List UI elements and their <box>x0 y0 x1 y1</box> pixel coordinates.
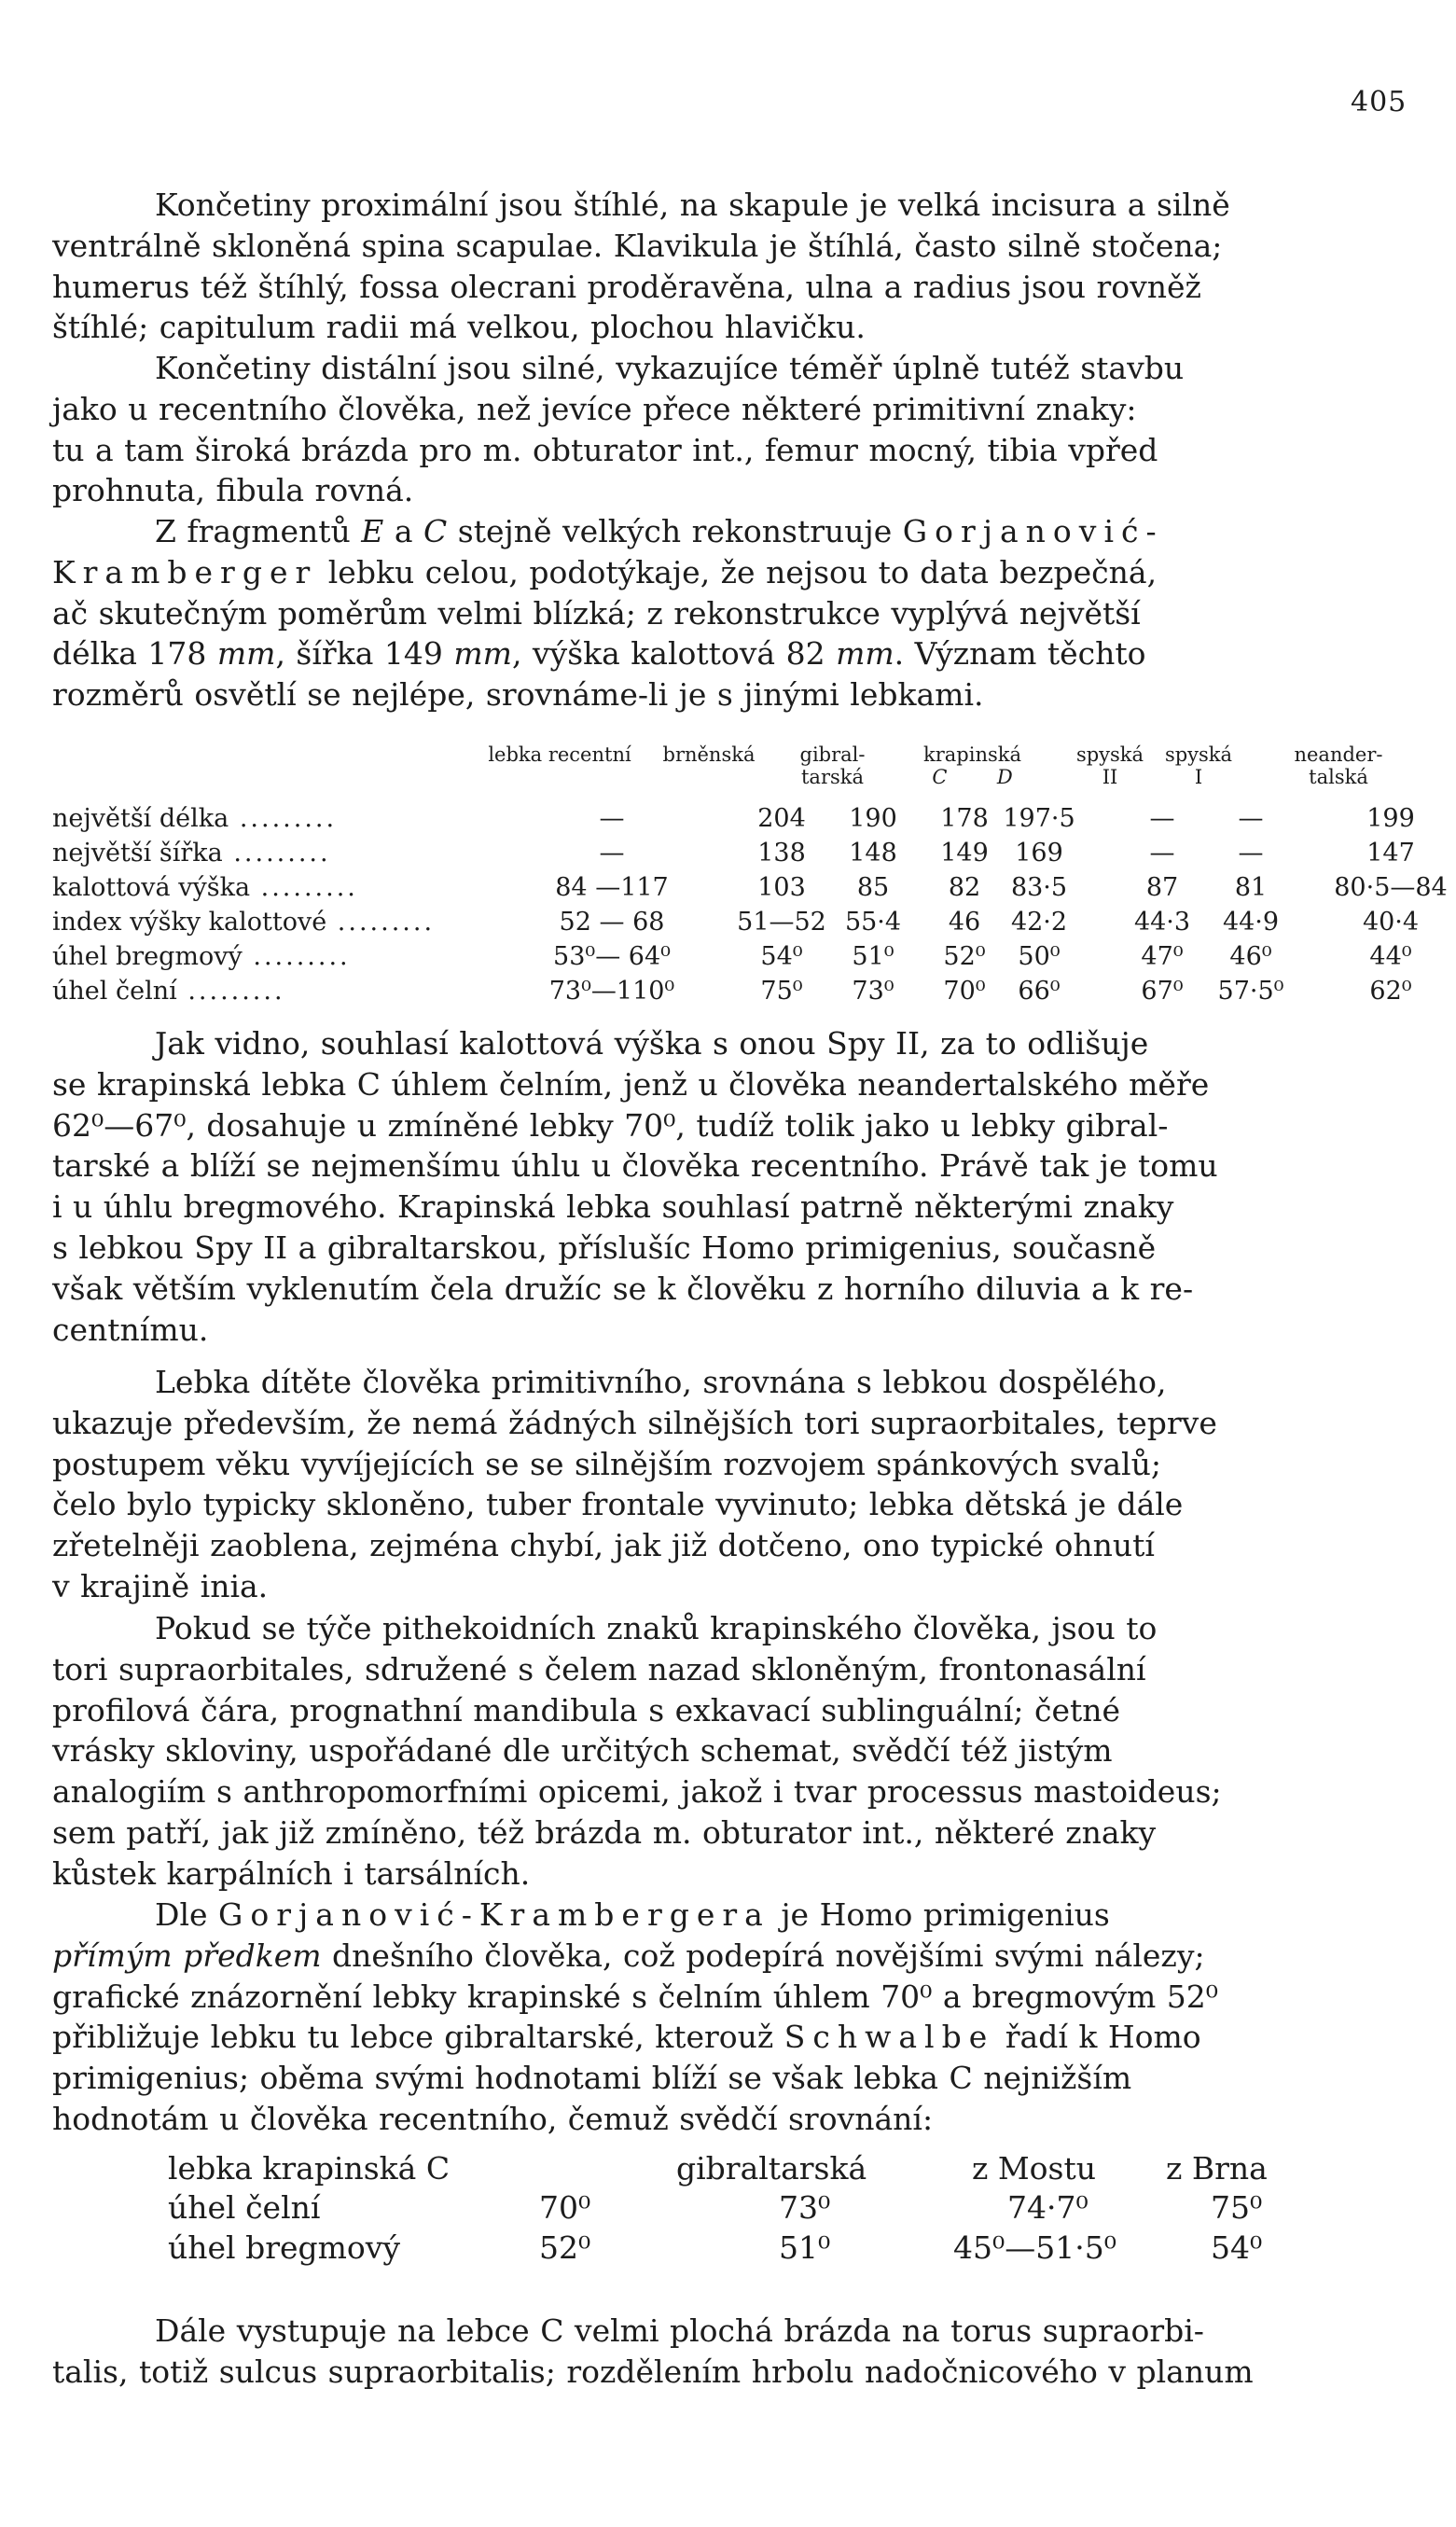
comparison-cell: 73⁰ <box>779 2189 831 2226</box>
table-cell: 53⁰— 64⁰ <box>553 942 671 971</box>
paragraph-pithecoid-traits <box>52 1608 1414 1895</box>
table-cell: 62⁰ <box>1369 977 1412 1006</box>
table-cell: 55·4 <box>844 908 902 937</box>
comparison-header: z Brna <box>1166 2150 1268 2187</box>
text-line: talis, totiž sulcus supraorbitalis; rozdělením hrbolu nadočnicového v planum <box>52 2353 1254 2390</box>
text-line: vrásky skloviny, uspořádané dle určitých schemat, svědčí též jistým <box>52 1732 1113 1770</box>
table-row-label: největší délka ......... <box>52 804 338 833</box>
text-line: přímým předkem dnešního člověka, což podepírá novějšími svými nálezy; <box>52 1937 1205 1974</box>
text-line: 62⁰—67⁰, dosahuje u zmíněné lebky 70⁰, tudíž tolik jako u lebky gibral- <box>52 1106 1169 1144</box>
text-line: Končetiny proximální jsou štíhlé, na skapule je velká incisura a silně <box>155 187 1230 223</box>
paragraph-sulcus <box>52 2311 1414 2393</box>
table-cell: — <box>599 804 625 833</box>
table-row-label: největší šířka ......... <box>52 839 331 868</box>
text-line: Dále vystupuje na lebce C velmi plochá brázda na torus supraorbi- <box>155 2312 1204 2349</box>
table-row <box>52 873 1448 907</box>
table-cell: 42·2 <box>1010 908 1068 937</box>
text-line: analogiím s anthropomorfními opicemi, jakož i tvar processus mastoideus; <box>52 1773 1222 1811</box>
table-row-label: úhel bregmový ......... <box>52 942 351 971</box>
page-number: 405 <box>1351 86 1407 118</box>
table-cell: — <box>599 839 625 868</box>
dot-leader: ......... <box>250 873 358 902</box>
comparison-cell: 45⁰—51·5⁰ <box>953 2229 1116 2266</box>
text-line: postupem věku vyvíjejících se se silnějším rozvojem spánkových svalů; <box>52 1445 1161 1482</box>
table-cell: 73⁰ <box>852 977 894 1006</box>
table-cell: 46 <box>948 908 981 937</box>
table-cell: 197·5 <box>1003 804 1075 833</box>
table-cell: 44·3 <box>1133 908 1191 937</box>
text-line: čelo bylo typicky skloněno, tuber frontale vyvinuto; lebka dětská je dále <box>52 1486 1184 1523</box>
table-cell: 44·9 <box>1222 908 1280 937</box>
comparison-header: lebka krapinská C <box>168 2150 451 2187</box>
paragraph-homo-primigenius <box>52 1895 1414 2140</box>
text-line: tarské a blíží se nejmenšímu úhlu u člověka recentního. Právě tak je tomu <box>52 1147 1218 1185</box>
comparison-cell: 52⁰ <box>539 2229 591 2266</box>
table-cell: 50⁰ <box>1018 942 1061 971</box>
text-line: profilová čára, prognathní mandibula s exkavací sublinguální; četné <box>52 1691 1121 1729</box>
table-cell: 149 <box>940 839 989 868</box>
text-line: ventrálně skloněná spina scapulae. Klavikula je štíhlá, často silně stočena; <box>52 227 1223 264</box>
text-line: délka 178 mm, šířka 149 mm, výška kalottová 82 mm. Význam těchto <box>52 635 1146 673</box>
table-header: lebka recentní <box>488 743 631 766</box>
paragraph-reconstruction <box>52 511 1414 715</box>
text-line: jako u recentního člověka, než jevíce přece některé primitivní znaky: <box>52 390 1137 427</box>
table-cell: 75⁰ <box>760 977 803 1006</box>
table-cell: — <box>1149 839 1175 868</box>
dot-leader: ......... <box>326 908 436 937</box>
table-cell: 83·5 <box>1010 873 1068 902</box>
table-cell: 199 <box>1366 804 1415 833</box>
table-cell: 51⁰ <box>852 942 894 971</box>
paragraph-child-skull <box>52 1362 1414 1607</box>
table-row-label: kalottová výška ......... <box>52 873 358 902</box>
text-line: ukazuje především, že nemá žádných silnějších tori supraorbitales, teprve <box>52 1404 1217 1441</box>
table-cell: 47⁰ <box>1141 942 1184 971</box>
comparison-cell: 51⁰ <box>779 2229 831 2266</box>
table-header: gibral- tarská <box>799 743 866 788</box>
table-row <box>52 839 1414 872</box>
text-line: Lebka dítěte člověka primitivního, srovnána s lebkou dospělého, <box>155 1364 1167 1400</box>
table-cell: 85 <box>856 873 890 902</box>
text-line: humerus též štíhlý, fossa olecrani proděravěna, ulna a radius jsou rovněž <box>52 268 1201 305</box>
text-line: přibližuje lebku tu lebce gibraltarské, kterouž Schwalbe řadí k Homo <box>52 2019 1201 2056</box>
paragraph-comparison <box>52 1023 1414 1350</box>
text-line: sem patří, jak již zmíněno, též brázda m. obturator int., některé znaky <box>52 1813 1157 1851</box>
table-row <box>52 942 1414 976</box>
text-line: Končetiny distální jsou silné, vykazujíce téměř úplně tutéž stavbu <box>155 350 1185 386</box>
author-name: Gorjanović-Krambergera <box>218 1896 770 1933</box>
table-cell: 40·4 <box>1362 908 1420 937</box>
table-cell: 44⁰ <box>1369 942 1412 971</box>
table-cell: 66⁰ <box>1018 977 1061 1006</box>
table-cell: 138 <box>757 839 806 868</box>
table-cell: 54⁰ <box>760 942 803 971</box>
comparison-header: gibraltarská <box>676 2150 867 2187</box>
table-row <box>52 804 1414 838</box>
table-cell: 148 <box>849 839 897 868</box>
text-line: Kramberger lebku celou, podotýkaje, že nejsou to data bezpečná, <box>52 553 1158 590</box>
text-line: Dle Gorjanović-Krambergera je Homo primigenius <box>155 1896 1110 1933</box>
text-line: s lebkou Spy II a gibraltarskou, příslušíc Homo primigenius, současně <box>52 1229 1157 1266</box>
text-line: štíhlé; capitulum radii má velkou, plochou hlavičku. <box>52 309 866 346</box>
author-name: Gorjanović- <box>902 513 1164 549</box>
table-header: krapinská C D <box>923 743 1021 788</box>
table-cell: — <box>1238 839 1264 868</box>
table-cell: 80·5—84 <box>1334 873 1448 902</box>
text-line: tori supraorbitales, sdružené s čelem nazad skloněným, frontonasální <box>52 1650 1146 1687</box>
comparison-cell: 70⁰ <box>539 2189 591 2226</box>
comparison-row-label: úhel čelní <box>168 2189 321 2226</box>
text-line: však větším vyklenutím čela družíc se k člověku z horního diluvia a k re- <box>52 1270 1194 1307</box>
table-cell: 57·5⁰ <box>1217 977 1284 1006</box>
comparison-cell: 54⁰ <box>1211 2229 1263 2266</box>
table-cell: 81 <box>1234 873 1268 902</box>
comparison-cell: 75⁰ <box>1211 2189 1263 2226</box>
table-cell: 169 <box>1015 839 1063 868</box>
table-cell: 67⁰ <box>1141 977 1184 1006</box>
text-line: kůstek karpálních i tarsálních. <box>52 1854 531 1892</box>
text-line: v krajině inia. <box>52 1567 269 1604</box>
comparison-row-label: úhel bregmový <box>168 2229 401 2266</box>
text-line: rozměrů osvětlí se nejlépe, srovnáme-li je s jinými lebkami. <box>52 676 984 714</box>
comparison-header: z Mostu <box>972 2150 1096 2187</box>
table-cell: 70⁰ <box>943 977 986 1006</box>
table-row-label: index výšky kalottové ......... <box>52 908 436 937</box>
dot-leader: ......... <box>176 977 285 1006</box>
text-line: Jak vidno, souhlasí kalottová výška s onou Spy II, za to odlišuje <box>155 1025 1149 1062</box>
text-line: se krapinská lebka C úhlem čelním, jenž u člověka neandertalského měře <box>52 1065 1210 1103</box>
text-line: Pokud se týče pithekoidních znaků krapinského člověka, jsou to <box>155 1610 1158 1646</box>
table-header: neander- talská <box>1294 743 1383 788</box>
table-cell: 52⁰ <box>943 942 986 971</box>
table-row <box>52 908 1420 941</box>
text-line: zřetelněji zaoblena, zejména chybí, jak již dotčeno, ono typické ohnutí <box>52 1527 1155 1564</box>
table-cell: 103 <box>757 873 806 902</box>
table-cell: 82 <box>948 873 981 902</box>
table-cell: 46⁰ <box>1229 942 1272 971</box>
table-cell: — <box>1238 804 1264 833</box>
table-cell: 87 <box>1145 873 1179 902</box>
text-line: i u úhlu bregmového. Krapinská lebka souhlasí patrně některými znaky <box>52 1188 1174 1226</box>
table-cell: 84 —117 <box>555 873 669 902</box>
table-header: spyská I <box>1164 743 1233 788</box>
table-header: spyská II <box>1075 743 1144 788</box>
table-row-label: úhel čelní ......... <box>52 977 285 1006</box>
table-cell: 52 — 68 <box>559 908 665 937</box>
table-cell: 178 <box>940 804 989 833</box>
dot-leader: ......... <box>229 804 338 833</box>
table-header: brněnská <box>662 743 756 766</box>
text-line: Z fragmentů E a C stejně velkých rekonstruuje Gorjanović- <box>155 513 1164 549</box>
text-line: prohnuta, fibula rovná. <box>52 472 414 509</box>
table-cell: 147 <box>1366 839 1415 868</box>
text-line: grafické znázornění lebky krapinské s čelním úhlem 70⁰ a bregmovým 52⁰ <box>52 1978 1218 2015</box>
paragraph-limbs-proximal <box>52 185 1414 348</box>
dot-leader: ......... <box>242 942 351 971</box>
text-line: ač skutečným poměrům velmi blízká; z rekonstrukce vyplývá největší <box>52 594 1141 632</box>
table-cell: 73⁰—110⁰ <box>548 977 675 1006</box>
paragraph-limbs-distal <box>52 348 1414 511</box>
author-name: Schwalbe <box>783 2019 995 2056</box>
table-row <box>52 977 1414 1010</box>
author-name: Kramberger <box>52 553 318 590</box>
table-cell: — <box>1149 804 1175 833</box>
dot-leader: ......... <box>222 839 331 868</box>
table-cell: 190 <box>849 804 897 833</box>
text-line: primigenius; oběma svými hodnotami blíží se však lebka C nejnižším <box>52 2060 1132 2097</box>
text-line: hodnotám u člověka recentního, čemuž svědčí srovnání: <box>52 2100 934 2137</box>
table-cell: 204 <box>757 804 806 833</box>
comparison-cell: 74·7⁰ <box>1007 2189 1089 2226</box>
text-line: centnímu. <box>52 1311 209 1348</box>
table-cell: 51—52 <box>737 908 826 937</box>
text-line: tu a tam široká brázda pro m. obturator int., femur mocný, tibia vpřed <box>52 431 1158 468</box>
